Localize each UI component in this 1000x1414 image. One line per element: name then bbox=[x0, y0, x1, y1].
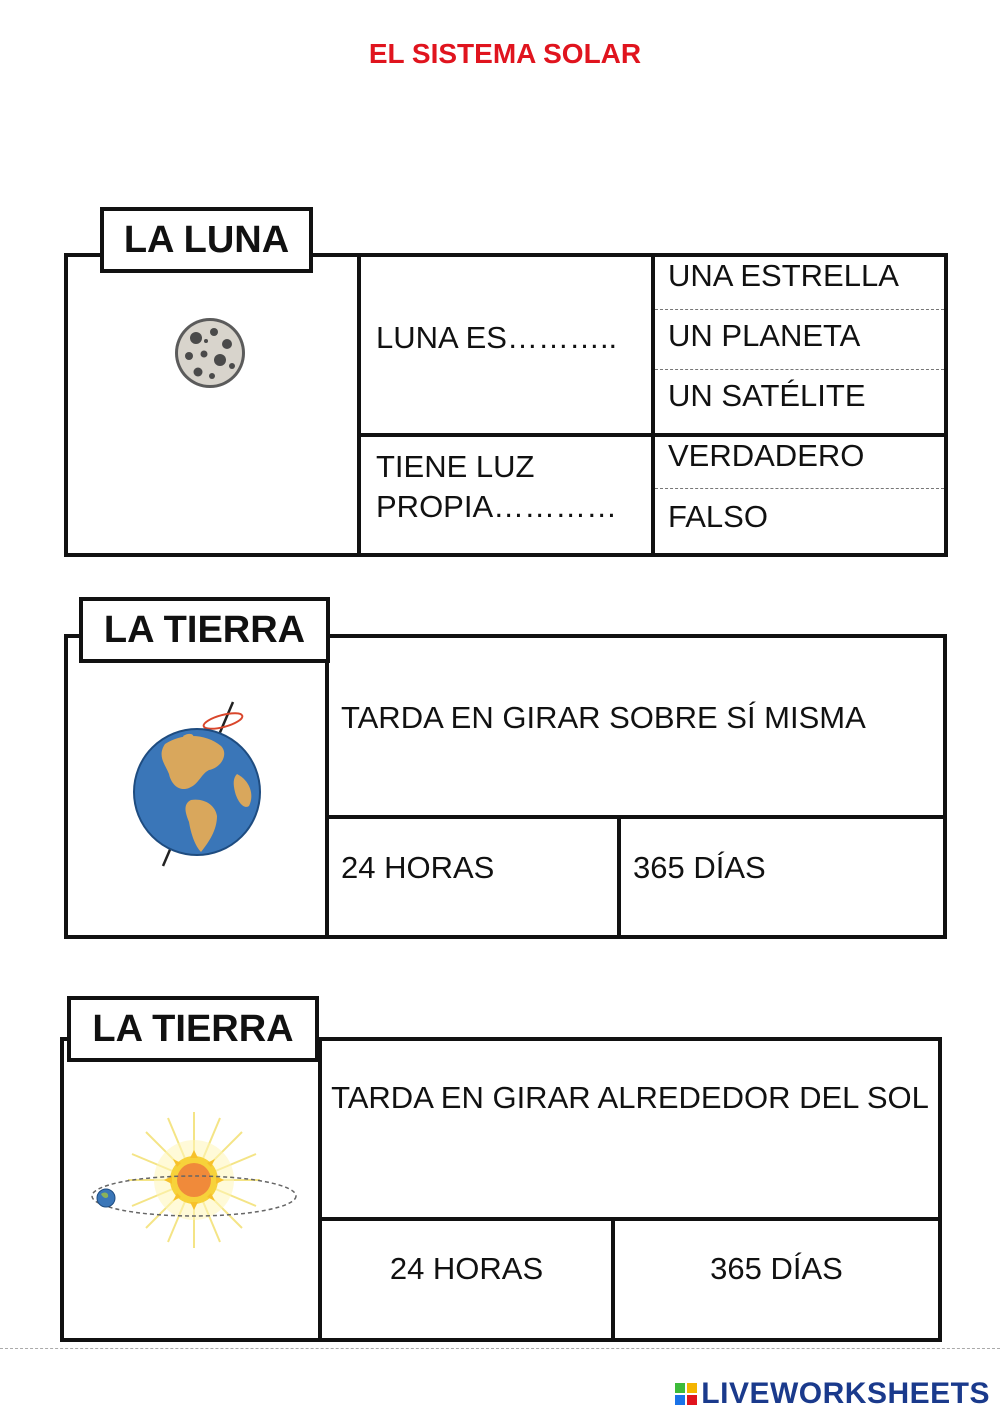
section-tab: LA TIERRA bbox=[67, 996, 319, 1062]
question-girar-alrededor-sol: TARDA EN GIRAR ALREDEDOR DEL SOL bbox=[331, 1080, 929, 1115]
option-365-dias[interactable]: 365 DÍAS bbox=[633, 850, 766, 885]
page-title: EL SISTEMA SOLAR bbox=[368, 38, 642, 69]
earth-orbit-sun-icon bbox=[88, 1110, 300, 1250]
divider bbox=[651, 253, 655, 557]
footer-brand[interactable] bbox=[675, 1377, 990, 1411]
option-divider bbox=[655, 488, 944, 489]
question-luz-propia bbox=[376, 447, 617, 528]
divider bbox=[325, 634, 329, 939]
question-line: PROPIA………… bbox=[376, 489, 618, 525]
question-girar-sobre-si: TARDA EN GIRAR SOBRE SÍ MISMA bbox=[341, 700, 866, 735]
question-luna-es: LUNA ES……….. bbox=[376, 320, 618, 355]
option-divider bbox=[655, 309, 944, 310]
option-falso[interactable]: FALSO bbox=[668, 499, 768, 534]
section-tab: LA LUNA bbox=[100, 207, 313, 273]
divider bbox=[357, 253, 361, 557]
option-un-satelite[interactable]: UN SATÉLITE bbox=[668, 378, 866, 413]
divider bbox=[325, 815, 947, 819]
earth-globe-icon bbox=[125, 696, 270, 871]
option-un-planeta[interactable]: UN PLANETA bbox=[668, 318, 861, 353]
option-divider bbox=[655, 369, 944, 370]
moon-icon bbox=[172, 316, 252, 390]
section-tab: LA TIERRA bbox=[79, 597, 330, 663]
option-verdadero[interactable]: VERDADERO bbox=[668, 438, 865, 473]
divider bbox=[357, 433, 948, 437]
option-24-horas[interactable]: 24 HORAS bbox=[341, 850, 495, 885]
divider bbox=[617, 815, 621, 939]
question-line: TIENE LUZ bbox=[376, 449, 535, 484]
brand-name: LIVEWORKSHEETS bbox=[701, 1377, 990, 1410]
option-365-dias[interactable]: 365 DÍAS bbox=[710, 1251, 843, 1286]
liveworksheets-logo-icon bbox=[675, 1383, 697, 1405]
divider bbox=[318, 1037, 322, 1342]
footer-divider bbox=[0, 1348, 1000, 1349]
option-24-horas[interactable]: 24 HORAS bbox=[389, 1251, 544, 1286]
option-una-estrella[interactable]: UNA ESTRELLA bbox=[668, 258, 899, 293]
divider bbox=[318, 1217, 942, 1221]
